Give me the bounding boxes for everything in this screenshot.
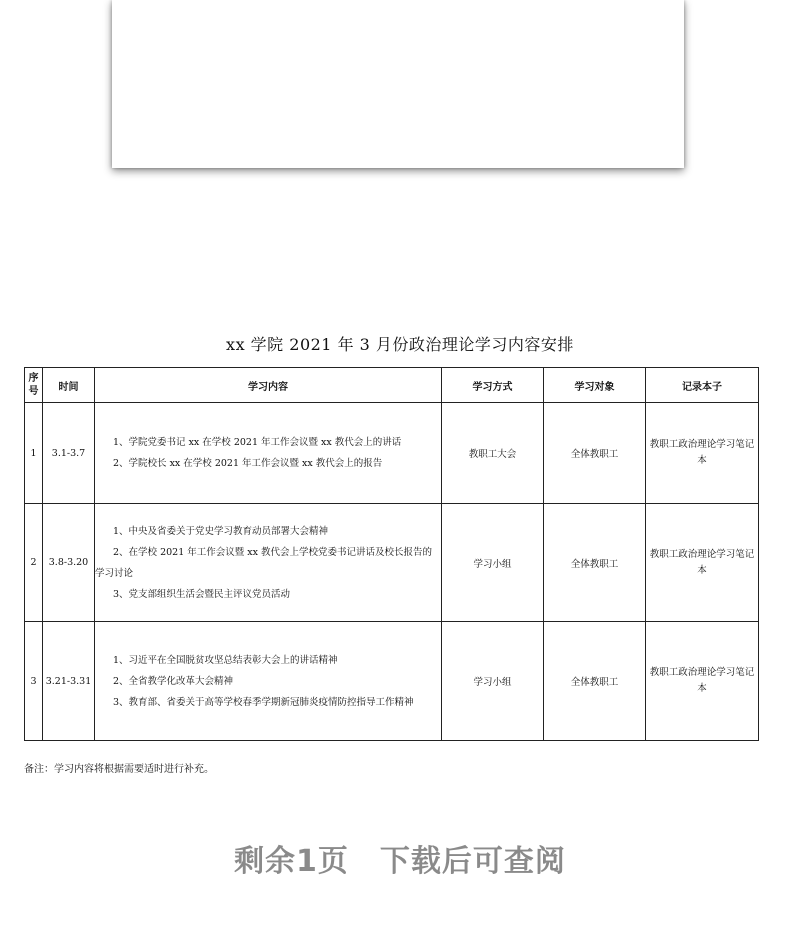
content-item: 2、在学校 2021 年工作会议暨 xx 教代会上学校党委书记讲话及校长报告的学习讨论	[95, 546, 433, 579]
row-audience: 全体教职工	[544, 504, 646, 622]
row-audience: 全体教职工	[544, 622, 646, 741]
content-item: 3、教育部、省委关于高等学校春季学期新冠肺炎疫情防控指导工作精神	[113, 696, 414, 708]
content-item: 1、学院党委书记 xx 在学校 2021 年工作会议暨 xx 教代会上的讲话	[113, 437, 402, 448]
row-method: 教职工大会	[442, 403, 544, 504]
content-item: 2、学院校长 xx 在学校 2021 年工作会议暨 xx 教代会上的报告	[113, 458, 383, 469]
content-item: 1、中央及省委关于党史学习教育动员部署大会精神	[113, 525, 329, 537]
row-time: 3.1-3.7	[43, 403, 95, 504]
remark-note: 备注：学习内容将根据需要适时进行补充。	[24, 764, 214, 775]
table-row	[25, 403, 759, 504]
row-content	[95, 504, 442, 622]
row-method: 学习小组	[442, 622, 544, 741]
table-row	[25, 622, 759, 741]
study-schedule-table	[24, 367, 759, 741]
row-time: 3.21-3.31	[43, 622, 95, 741]
row-content	[95, 622, 442, 741]
row-audience: 全体教职工	[544, 403, 646, 504]
header-method: 学习方式	[442, 368, 544, 403]
previous-page-preview	[112, 0, 684, 168]
row-content	[95, 403, 442, 504]
header-time: 时间	[43, 368, 95, 403]
table-row	[25, 504, 759, 622]
row-notebook: 教职工政治理论学习笔记本	[646, 403, 759, 504]
row-notebook: 教职工政治理论学习笔记本	[646, 622, 759, 741]
content-item: 2、全省教学化改革大会精神	[113, 675, 234, 687]
document-title: xx 学院 2021 年 3 月份政治理论学习内容安排	[226, 335, 574, 354]
row-seq: 2	[25, 504, 43, 622]
header-content: 学习内容	[95, 368, 442, 403]
content-item: 3、党支部组织生活会暨民主评议党员活动	[113, 588, 291, 600]
remaining-pages-banner[interactable]: 剩余1页 下载后可查阅	[234, 844, 566, 879]
row-notebook: 教职工政治理论学习笔记本	[646, 504, 759, 622]
content-item: 1、习近平在全国脱贫攻坚总结表彰大会上的讲话精神	[113, 654, 338, 666]
header-audience: 学习对象	[544, 368, 646, 403]
table-header-row	[25, 368, 759, 403]
row-method: 学习小组	[442, 504, 544, 622]
row-seq: 1	[25, 403, 43, 504]
row-seq: 3	[25, 622, 43, 741]
header-seq: 序 号	[25, 368, 43, 403]
header-notebook: 记录本子	[646, 368, 759, 403]
row-time: 3.8-3.20	[43, 504, 95, 622]
